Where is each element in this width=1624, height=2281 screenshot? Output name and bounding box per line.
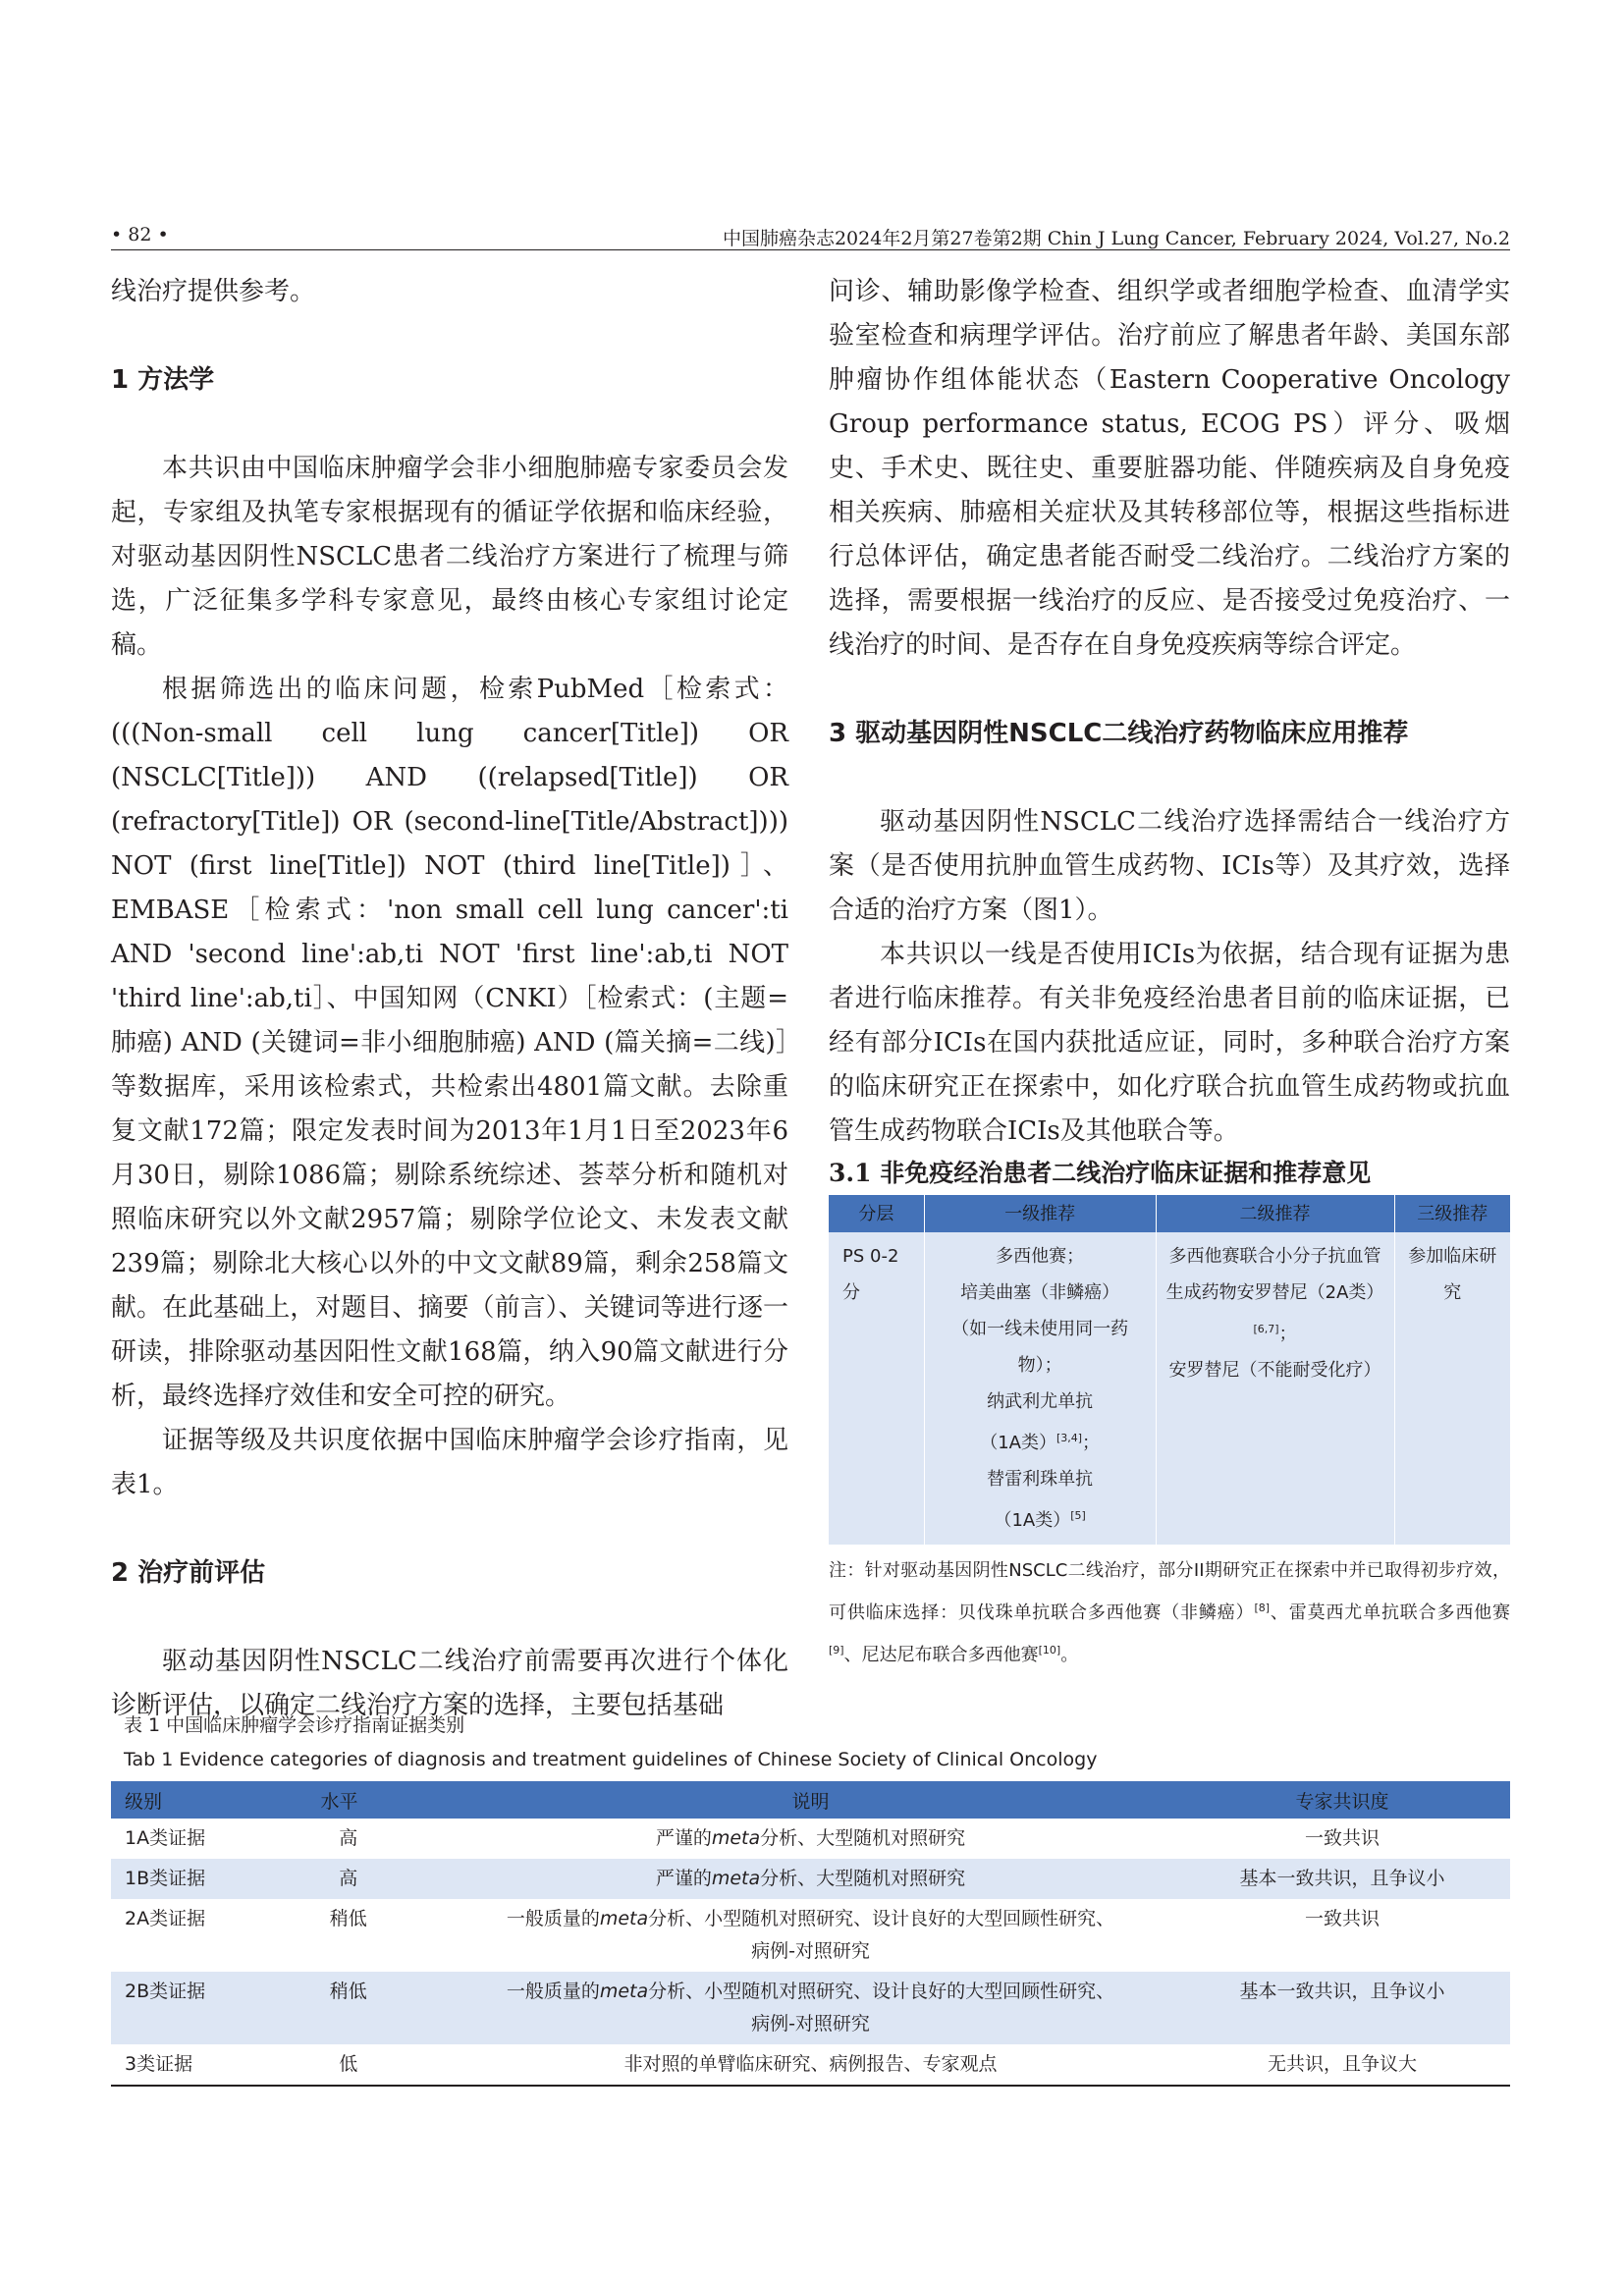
citation-ref: [5] [1070,1509,1086,1522]
citation-ref: [10] [1038,1644,1061,1656]
column-header: 专家共识度 [1174,1781,1510,1819]
table-row: 2B类证据 稍低 一般质量的meta分析、小型随机对照研究、设计良好的大型回顾性研究、 病例-对照研究 基本一致共识，且争议小 [111,1972,1510,2044]
column-header: 水平 [307,1781,448,1819]
paragraph: 本共识由中国临床肿瘤学会非小细胞肺癌专家委员会发起，专家组及执笔专家根据现有的循证学依据和临床经验，对驱动基因阴性NSCLC患者二线治疗方案进行了梳理与筛选，广泛征集多学科专家意见，最终由核心专家组讨论定稿。 [111,454,788,660]
table-caption-cn: 表 1 中国临床肿瘤学会诊疗指南证据类别 [124,1714,465,1736]
evidence-table-block [111,1709,1510,2087]
table-header-row [829,1195,1510,1232]
paragraph: 本共识以一线是否使用ICIs为依据，结合现有证据为患者进行临床推荐。有关非免疫经治患者目前的临床证据，已经有部分ICIs在国内获批适应证，同时，多种联合治疗方案的临床研究正在探索中，如化疗联合抗血管生成药物或抗血管生成药物联合ICIs及其他联合等。 [829,940,1510,1146]
page-number: • 82 • [111,224,169,245]
paragraph: 问诊、辅助影像学检查、组织学或者细胞学检查、血清学实验室检查和病理学评估。治疗前应了解患者年龄、美国东部肿瘤协作组体能状态（Eastern Cooperative Oncology Group performance status, ECOG PS）评分、吸烟史、手术史、既往史、重要脏器功能、伴随疾病及自身免疫相关疾病、肺癌相关症状及其转移部位等，根据这些指标进行总体评估，确定患者能否耐受二线治疗。二线治疗方案的选择，需要根据一线治疗的反应、是否接受过免疫治疗、一线治疗的时间、是否存在自身免疫疾病等综合评定。 [829,277,1510,660]
continued-paragraph: 线治疗提供参考。 [111,277,316,306]
journal-citation: 中国肺癌杂志2024年2月第27卷第2期 Chin J Lung Cancer, February 2024, Vol.27, No.2 [722,228,1510,249]
table-row: 1B类证据 高 严谨的meta分析、大型随机对照研究 基本一致共识，且争议小 [111,1859,1510,1899]
level1-cell: 多西他赛； 培美曲塞（非鳞癌） （如一线未使用同一药物）； 纳武利尤单抗 （1A类）[3,4]； 替雷利珠单抗 （1A类）[5] [924,1232,1156,1545]
section-heading-recommendations: 3 驱动基因阴性NSCLC二线治疗药物临床应用推荐 [829,719,1409,748]
column-header: 一级推荐 [924,1195,1156,1232]
column-header: 分层 [829,1195,924,1232]
column-header: 三级推荐 [1394,1195,1510,1232]
subsection-heading: 3.1 非免疫经治患者二线治疗临床证据和推荐意见 [829,1159,1372,1187]
table-row: 2A类证据 稍低 一般质量的meta分析、小型随机对照研究、设计良好的大型回顾性研究、 病例-对照研究 一致共识 [125,1908,1380,1962]
section-heading-methodology: 1 方法学 [111,365,215,395]
table-caption-en: Tab 1 Evidence categories of diagnosis and treatment guidelines of Chinese Society of Clinical Oncology [124,1749,1098,1770]
evidence-table [111,1781,1510,2087]
paragraph: 驱动基因阴性NSCLC二线治疗选择需结合一线治疗方案（是否使用抗肿血管生成药物、ICIs等）及其疗效，选择合适的治疗方案（图1）。 [829,807,1510,925]
citation-ref: [8] [1254,1602,1271,1614]
citation-ref: [9] [829,1644,844,1656]
right-column [829,270,1510,1674]
table-row: 1A类证据 高 严谨的meta分析、大型随机对照研究 一致共识 [125,1827,1380,1849]
paragraph: 驱动基因阴性NSCLC二线治疗前需要再次进行个体化诊断评估，以确定二线治疗方案的选择，主要包括基础 [111,1647,788,1720]
left-column [111,270,788,1728]
citation-ref: [3,4] [1056,1432,1083,1444]
section-heading-pretreatment: 2 治疗前评估 [111,1558,266,1588]
stratum-cell: PS 0-2 分 [829,1232,924,1545]
paragraph: 根据筛选出的临床问题，检索PubMed［检索式：(((Non-small cell lung cancer[Title]) OR (NSCLC[Title])) AND ((relapsed[Title]) OR (refractory[Title]) OR (second-line[Title/Abstract]))) NOT (first line[Title]) NOT (third line[Title])］、EMBASE［检索式：'non small cell lung cancer':ti AND 'second line':ab,ti NOT 'first line':ab,ti NOT 'third line':ab,ti］、中国知网（CNKI）［检索式：(主题=肺癌) AND (关键词=非小细胞肺癌) AND (篇关摘=二线)］等数据库，采用该检索式，共检索出4801篇文献。去除重复文献172篇；限定发表时间为2013年1月1日至2023年6月30日，剔除1086篇；剔除系统综述、荟萃分析和随机对照临床研究以外文献2957篇；剔除学位论文、未发表文献239篇；剔除北大核心以外的中文文献89篇，剩余258篇文献。在此基础上，对题目、摘要（前言）、关键词等进行逐一研读，排除驱动基因阳性文献168篇，纳入90篇文献进行分析，最终选择疗效佳和安全可控的研究。 [111,675,788,1411]
column-header: 说明 [447,1781,1174,1819]
recommendation-table [829,1195,1510,1545]
level2-cell: 多西他赛联合小分子抗血管生成药物安罗替尼（2A类）[6,7]； 安罗替尼（不能耐受化疗） [1156,1232,1394,1545]
table-row [829,1232,1510,1545]
table-note: 注：针对驱动基因阴性NSCLC二线治疗，部分II期研究正在探索中并已取得初步疗效，可供临床选择：贝伐珠单抗联合多西他赛（非鳞癌）[8]、雷莫西尤单抗联合多西他赛[9]、尼达尼布联合多西他赛[10]。 [829,1560,1511,1665]
table-header-row [111,1781,1510,1819]
citation-ref: [6,7] [1253,1323,1279,1335]
level3-cell: 参加临床研究 [1394,1232,1510,1545]
paragraph: 证据等级及共识度依据中国临床肿瘤学会诊疗指南，见表1。 [111,1426,788,1499]
column-header: 级别 [111,1781,307,1819]
running-header [111,224,1510,250]
column-header: 二级推荐 [1156,1195,1394,1232]
table-row: 3类证据 低 非对照的单臂临床研究、病例报告、专家观点 无共识，且争议大 [125,2053,1417,2075]
